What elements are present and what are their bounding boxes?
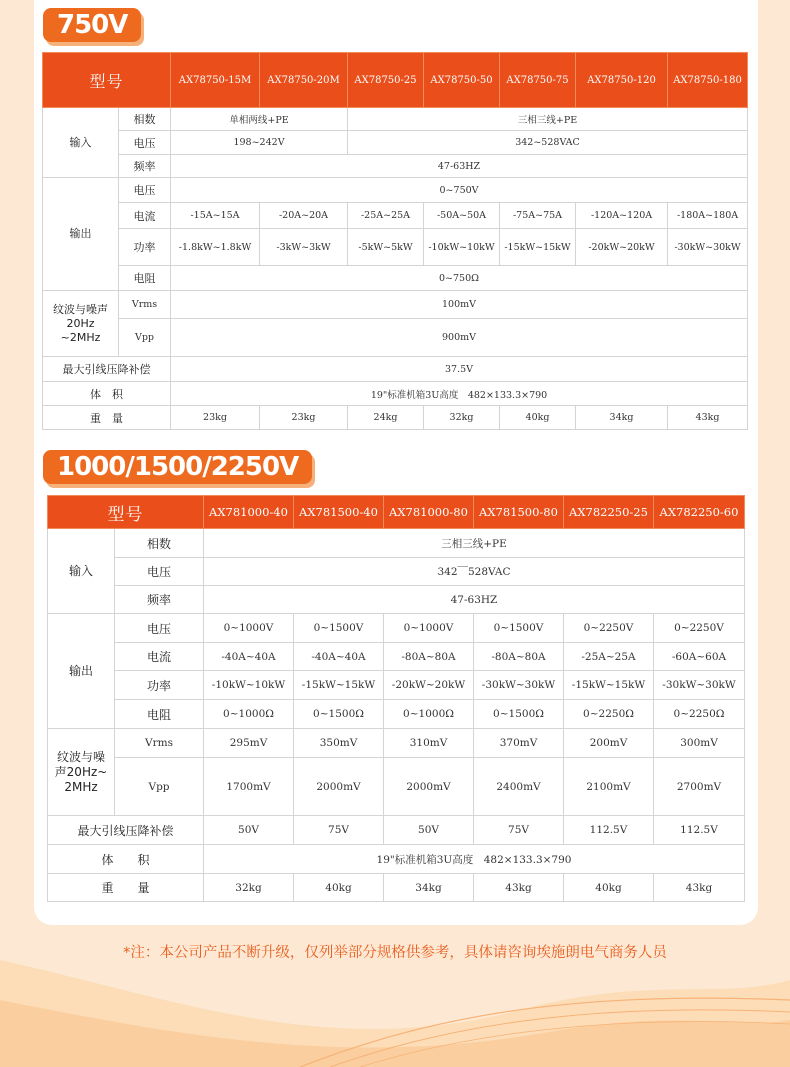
power-value: -30kW~30kW (668, 229, 748, 266)
model-name: AX781500-40 (294, 496, 384, 529)
resistance-value: 0~750Ω (171, 266, 748, 291)
model-name: AX78750-25 (348, 53, 424, 108)
weight-value: 34kg (576, 406, 668, 430)
phase-value: 单相两线+PE (171, 108, 348, 131)
input-voltage-value: 342~528VAC (348, 131, 748, 155)
current-value: -75A~75A (500, 203, 576, 229)
power-value: -10kW~10kW (204, 671, 294, 700)
power-value: -15kW~15kW (500, 229, 576, 266)
compensation-value: 112.5V (564, 816, 654, 845)
resistance-value: 0~2250Ω (654, 700, 745, 729)
model-name: AX78750-50 (424, 53, 500, 108)
input-voltage-value: 342￣528VAC (204, 558, 745, 586)
compensation-value: 112.5V (654, 816, 745, 845)
model-name: AX781000-40 (204, 496, 294, 529)
current-value: -25A~25A (564, 643, 654, 671)
current-value: -80A~80A (474, 643, 564, 671)
vpp-value: 2700mV (654, 758, 745, 816)
weight-value: 32kg (204, 874, 294, 902)
volume-value: 19"标准机箱3U高度 482×133.3×790 (204, 845, 745, 874)
weight-value: 32kg (424, 406, 500, 430)
weight-value: 24kg (348, 406, 424, 430)
vpp-value: 2000mV (294, 758, 384, 816)
model-name: AX78750-15M (171, 53, 260, 108)
current-value: -40A~40A (204, 643, 294, 671)
model-name: AX78750-180 (668, 53, 748, 108)
weight-value: 23kg (171, 406, 260, 430)
model-name: AX782250-60 (654, 496, 745, 529)
current-label: 电流 (119, 203, 171, 229)
compensation-value: 75V (474, 816, 564, 845)
spec-table-750v (42, 52, 748, 430)
current-value: -180A~180A (668, 203, 748, 229)
output-voltage-label: 电压 (119, 178, 171, 203)
vrms-value: 295mV (204, 729, 294, 758)
section-title-1000-1500-2250v: 1000/1500/2250V (43, 450, 312, 484)
power-label: 功率 (119, 229, 171, 266)
phase-value: 三相三线+PE (204, 529, 745, 558)
power-value: -20kW~20kW (384, 671, 474, 700)
weight-label: 重 量 (43, 406, 171, 430)
power-value: -1.8kW~1.8kW (171, 229, 260, 266)
resistance-value: 0~2250Ω (564, 700, 654, 729)
model-header: 型号 (43, 53, 171, 108)
model-name: AX781500-80 (474, 496, 564, 529)
model-name: AX78750-75 (500, 53, 576, 108)
power-value: -3kW~3kW (260, 229, 348, 266)
vpp-value: 2000mV (384, 758, 474, 816)
model-name: AX78750-120 (576, 53, 668, 108)
input-voltage-label: 电压 (119, 131, 171, 155)
vrms-value: 350mV (294, 729, 384, 758)
output-voltage-value: 0~750V (171, 178, 748, 203)
weight-value: 43kg (654, 874, 745, 902)
model-name: AX781000-80 (384, 496, 474, 529)
power-value: -30kW~30kW (474, 671, 564, 700)
current-value: -50A~50A (424, 203, 500, 229)
output-voltage-value: 0~1000V (204, 614, 294, 643)
output-voltage-label: 电压 (115, 614, 204, 643)
vpp-value: 2400mV (474, 758, 564, 816)
volume-label: 体 积 (48, 845, 204, 874)
phase-label: 相数 (119, 108, 171, 131)
power-value: -10kW~10kW (424, 229, 500, 266)
ripple-group-label: 纹波与噪 声20Hz~ 2MHz (48, 729, 115, 816)
compensation-value: 50V (384, 816, 474, 845)
model-name: AX78750-20M (260, 53, 348, 108)
output-group-label: 输出 (48, 614, 115, 729)
ripple-group-label: 纹波与噪声 20Hz ~2MHz (43, 291, 119, 357)
vpp-value: 1700mV (204, 758, 294, 816)
input-voltage-label: 电压 (115, 558, 204, 586)
power-value: -5kW~5kW (348, 229, 424, 266)
phase-label: 相数 (115, 529, 204, 558)
weight-value: 23kg (260, 406, 348, 430)
weight-value: 40kg (564, 874, 654, 902)
weight-value: 34kg (384, 874, 474, 902)
volume-value: 19"标准机箱3U高度 482×133.3×790 (171, 382, 748, 406)
footnote: *注：本公司产品不断升级，仅列举部分规格供参考，具体请咨询埃施朗电气商务人员 (123, 945, 667, 961)
vrms-label: Vrms (115, 729, 204, 758)
frequency-label: 频率 (115, 586, 204, 614)
weight-value: 40kg (500, 406, 576, 430)
current-label: 电流 (115, 643, 204, 671)
output-voltage-value: 0~2250V (654, 614, 745, 643)
current-value: -80A~80A (384, 643, 474, 671)
resistance-value: 0~1000Ω (204, 700, 294, 729)
compensation-value: 37.5V (171, 357, 748, 382)
vpp-value: 900mV (171, 319, 748, 357)
vrms-label: Vrms (119, 291, 171, 319)
power-value: -30kW~30kW (654, 671, 745, 700)
resistance-value: 0~1000Ω (384, 700, 474, 729)
vrms-value: 100mV (171, 291, 748, 319)
frequency-value: 47-63HZ (204, 586, 745, 614)
compensation-label: 最大引线压降补偿 (43, 357, 171, 382)
power-value: -15kW~15kW (564, 671, 654, 700)
compensation-value: 50V (204, 816, 294, 845)
weight-value: 43kg (668, 406, 748, 430)
current-value: -20A~20A (260, 203, 348, 229)
frequency-value: 47-63HZ (171, 155, 748, 178)
output-voltage-value: 0~1000V (384, 614, 474, 643)
model-header: 型号 (48, 496, 204, 529)
current-value: -25A~25A (348, 203, 424, 229)
current-value: -120A~120A (576, 203, 668, 229)
model-name: AX782250-25 (564, 496, 654, 529)
compensation-label: 最大引线压降补偿 (48, 816, 204, 845)
resistance-value: 0~1500Ω (474, 700, 564, 729)
input-voltage-value: 198~242V (171, 131, 348, 155)
power-label: 功率 (115, 671, 204, 700)
spec-table-1000-1500-2250v (47, 495, 745, 902)
current-value: -15A~15A (171, 203, 260, 229)
current-value: -40A~40A (294, 643, 384, 671)
vrms-value: 200mV (564, 729, 654, 758)
power-value: -20kW~20kW (576, 229, 668, 266)
weight-value: 40kg (294, 874, 384, 902)
vrms-value: 300mV (654, 729, 745, 758)
weight-label: 重 量 (48, 874, 204, 902)
resistance-label: 电阻 (119, 266, 171, 291)
weight-value: 43kg (474, 874, 564, 902)
resistance-label: 电阻 (115, 700, 204, 729)
vrms-value: 370mV (474, 729, 564, 758)
volume-label: 体 积 (43, 382, 171, 406)
input-group-label: 输入 (48, 529, 115, 614)
vrms-value: 310mV (384, 729, 474, 758)
current-value: -60A~60A (654, 643, 745, 671)
output-voltage-value: 0~2250V (564, 614, 654, 643)
vpp-label: Vpp (115, 758, 204, 816)
output-group-label: 输出 (43, 178, 119, 291)
section-title-750v: 750V (43, 8, 141, 42)
phase-value: 三相三线+PE (348, 108, 748, 131)
resistance-value: 0~1500Ω (294, 700, 384, 729)
frequency-label: 频率 (119, 155, 171, 178)
compensation-value: 75V (294, 816, 384, 845)
vpp-label: Vpp (119, 319, 171, 357)
power-value: -15kW~15kW (294, 671, 384, 700)
output-voltage-value: 0~1500V (474, 614, 564, 643)
input-group-label: 输入 (43, 108, 119, 178)
output-voltage-value: 0~1500V (294, 614, 384, 643)
vpp-value: 2100mV (564, 758, 654, 816)
